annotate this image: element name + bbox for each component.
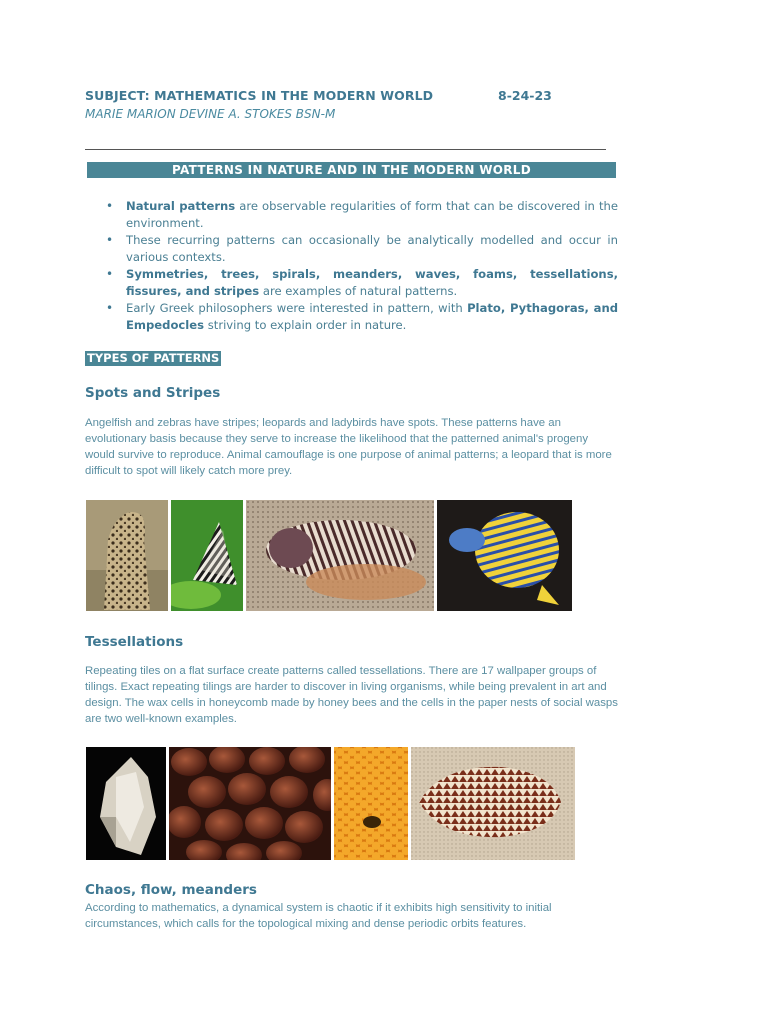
- angelfish-photo: [437, 500, 572, 611]
- author-name: MARIE MARION DEVINE A. STOKES BSN-M: [85, 107, 336, 121]
- section-body-chaos: According to mathematics, a dynamical system is chaotic if it exhibits high sensitivity to initial circumstances, which calls for the topological mixing and dense periodic orbits features.: [85, 902, 552, 930]
- subject-heading: SUBJECT: MATHEMATICS IN THE MODERN WORLD: [85, 88, 434, 103]
- title-banner: PATTERNS IN NATURE AND IN THE MODERN WORLD: [87, 162, 616, 178]
- honeycomb-photo: [334, 747, 408, 860]
- list-item: • Early Greek philosophers were interested in pattern, with Plato, Pythagoras, and Empedocles striving to explain order in nature.: [104, 300, 618, 334]
- crystal-photo: [86, 747, 166, 860]
- cuttlefish-photo: [246, 500, 434, 611]
- snake-fruit-photo: [169, 747, 331, 860]
- list-item: • Symmetries, trees, spirals, meanders, waves, foams, tessellations, fissures, and stripes are examples of natural patterns.: [104, 266, 618, 300]
- leopard-photo: [86, 500, 168, 611]
- zebra-butterfly-photo: [171, 500, 243, 611]
- section-body-tessellations: Repeating tiles on a flat surface create patterns called tessellations. There are 17 wallpaper groups of tilings. Exact repeating tilings are harder to discover in living organisms, while being prevalent in art and design. The wax cells in honeycomb made by honey bees and the cells in the paper nests of social wasps are two well-known examples.: [85, 665, 618, 725]
- section-title-tessellations: Tessellations: [85, 634, 184, 650]
- section-title-chaos: Chaos, flow, meanders: [85, 882, 257, 898]
- cone-shell-photo: [411, 747, 575, 860]
- bullet-list: [104, 198, 618, 334]
- types-heading: TYPES OF PATTERNS: [87, 351, 220, 365]
- section-body-spots: Angelfish and zebras have stripes; leopards and ladybirds have spots. These patterns have an evolutionary basis because they serve to increase the likelihood that the patterned animal's progeny would survive to reproduce. Animal camouflage is one purpose of animal patterns; a leopard that is more difficult to spot will likely catch more prey.: [85, 417, 612, 477]
- list-item: • Natural patterns are observable regularities of form that can be discovered in the environment.: [104, 198, 618, 232]
- section-title-spots: Spots and Stripes: [85, 385, 221, 401]
- list-item: • These recurring patterns can occasionally be analytically modelled and occur in various contexts.: [104, 232, 618, 266]
- date: 8-24-23: [498, 88, 552, 103]
- horizontal-rule: [85, 149, 606, 150]
